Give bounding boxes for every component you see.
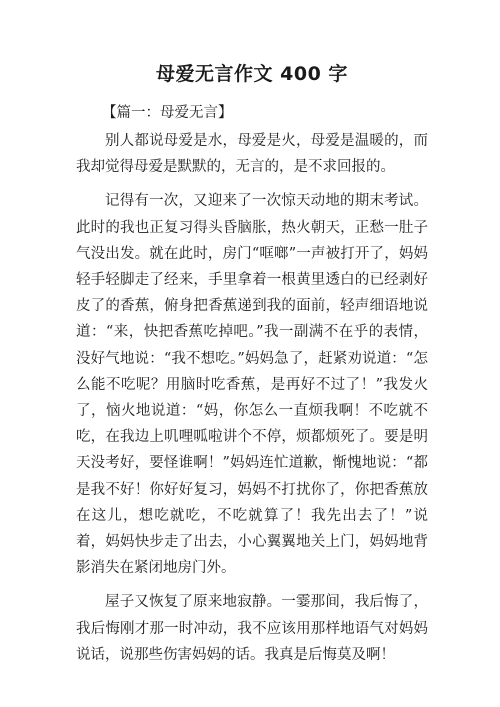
paragraph-2: 记得有一次，又迎来了一次惊天动地的期末考试。此时的我也正复习得头昏脑胀，热火朝天，正愁一肚子气没出发。就在此时，房门“哐啷”一声被打开了，妈妈轻手轻脚走了经来，手里拿着一根黄里透白的已经剥好皮了的香蕉，俯身把香蕉递到我的面前，轻声细语地说道：“来，快把香蕉吃掉吧。”我一副满不在乎的表情，没好气地说：“我不想吃。”妈妈急了，赶紧劝说道：“怎么能不吃呢？用脑时吃香蕉，是再好不过了！”我发火了，恼火地说道：“妈，你怎么一直烦我啊！不吃就不吃，在我边上叽哩呱啦讲个不停，烦都烦死了。要是明天没考好，要怪谁啊！”妈妈连忙道歉，惭愧地说：“都是我不好！你好好复习，妈妈不打扰你了，你把香蕉放在这儿，想吃就吃，不吃就算了！我先出去了！”说着，妈妈快步走了出去，小心翼翼地关上门，妈妈地背影消失在紧闭地房门外。 bbox=[76, 193, 428, 577]
document-title: 母爱无言作文 400 字 bbox=[156, 63, 348, 85]
paragraph-1: 别人都说母爱是水，母爱是火，母爱是温暖的，而我却觉得母爱是默默的，无言的，是不求回报的。 bbox=[76, 133, 428, 176]
paragraph-3: 屋子又恢复了原来地寂静。一霎那间，我后悔了，我后悔刚才那一时冲动，我不应该用那样地语气对妈妈说话，说那些伤害妈妈的话。我真是后悔莫及啊！ bbox=[76, 594, 428, 663]
section-heading: 【篇一：母爱无言】 bbox=[102, 105, 233, 121]
